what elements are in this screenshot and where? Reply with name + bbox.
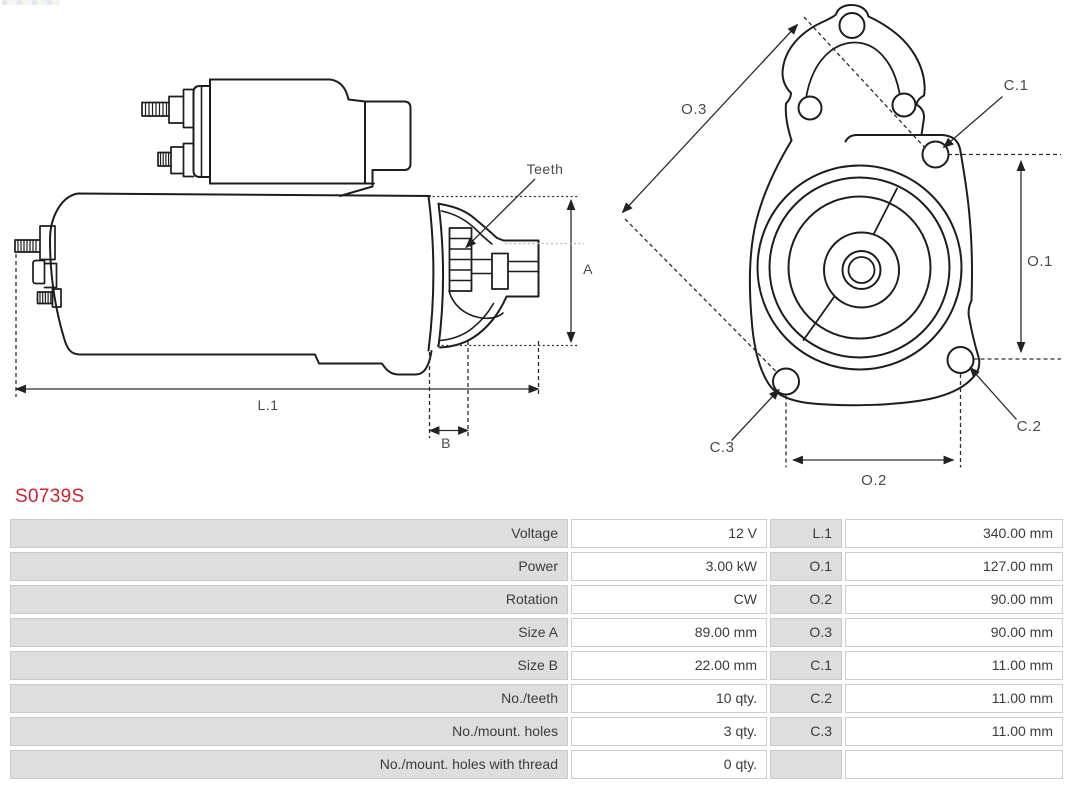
dim-label-c2: C.2 [1016,418,1042,435]
spec-table [10,519,1063,783]
drive-housing [440,204,539,348]
dim-label-a: A [583,261,593,277]
table-row [10,519,1063,548]
part-number: S0739S [15,486,85,507]
spec-value-cell: 89.00 mm [571,618,767,647]
table-row [10,618,1063,647]
spec-value-cell [845,750,1063,779]
dim-line-O3 [623,25,798,213]
spec-value-cell: 90.00 mm [845,585,1063,614]
spec-value-cell: CW [571,585,767,614]
dim-label-c1: C.1 [1003,77,1029,94]
spec-value-cell: 11.00 mm [845,684,1063,713]
c3-leader-arrow [732,390,780,441]
table-row [10,684,1063,713]
top-bracket [783,5,925,141]
starter-front-view [750,5,979,405]
spec-value-cell: 22.00 mm [571,651,767,680]
spec-label-cell: O.2 [770,585,842,614]
table-row [10,552,1063,581]
spec-label-cell: Size B [10,651,568,680]
bracket-hole-top [840,13,865,38]
c2-leader-arrow [970,368,1017,420]
spec-value-cell: 10 qty. [571,684,767,713]
spec-label-cell [770,750,842,779]
spec-value-cell: 340.00 mm [845,519,1063,548]
pinion-shaft [472,260,493,274]
spec-label-cell: C.2 [770,684,842,713]
teeth-leader-arrow [466,179,535,248]
spec-value-cell: 3 qty. [571,717,767,746]
spec-value-cell: 3.00 kW [571,552,767,581]
terminal-stud-upper [142,90,194,128]
dim-label-l1: L.1 [257,397,279,413]
bracket-hole-right [893,94,916,117]
spec-value-cell: 11.00 mm [845,651,1063,680]
table-row [10,717,1063,746]
shaft-bearing [492,254,508,290]
table-row [10,651,1063,680]
spec-value-cell: 127.00 mm [845,552,1063,581]
spec-label-cell: Size A [10,618,568,647]
table-row [10,750,1063,779]
dim-label-o1: O.1 [1027,253,1053,270]
bracket-holes [799,13,916,120]
mounting-hole-c2 [948,347,974,373]
spec-label-cell: No./mount. holes [10,717,568,746]
dim-label-b: B [441,435,451,451]
motor-body [50,194,432,375]
side-view-dimensions [16,179,584,438]
shaft-boss [824,233,899,308]
housing-face [758,166,962,370]
terminal-stud-lower [158,144,194,177]
mounting-flange [750,135,979,405]
spec-value-cell: 0 qty. [571,750,767,779]
spec-label-cell: Voltage [10,519,568,548]
spec-label-cell: Rotation [10,585,568,614]
pinion-gear [450,228,472,291]
starter-side-view [15,80,539,375]
spec-value-cell: 90.00 mm [845,618,1063,647]
table-row [10,585,1063,614]
dim-label-c3: C.3 [709,439,735,456]
front-view-dimensions [623,17,1062,468]
spec-label-cell: L.1 [770,519,842,548]
spec-label-cell: C.3 [770,717,842,746]
mounting-collar [429,196,434,351]
bracket-hole-left [799,97,822,120]
teeth-label: Teeth [526,161,564,177]
spec-label-cell: C.1 [770,651,842,680]
spec-label-cell: O.1 [770,552,842,581]
dim-label-o3: O.3 [681,101,707,118]
mounting-hole-c1 [923,142,949,168]
spec-label-cell: O.3 [770,618,842,647]
solenoid [194,80,411,197]
spec-value-cell: 11.00 mm [845,717,1063,746]
spec-label-cell: No./teeth [10,684,568,713]
c1-leader-arrow [944,97,1003,148]
spec-label-cell: No./mount. holes with thread [10,750,568,779]
mounting-hole-c3 [773,369,799,395]
shaft-center [849,257,875,283]
spec-value-cell: 12 V [571,519,767,548]
spec-label-cell: Power [10,552,568,581]
dim-label-o2: O.2 [861,472,887,489]
